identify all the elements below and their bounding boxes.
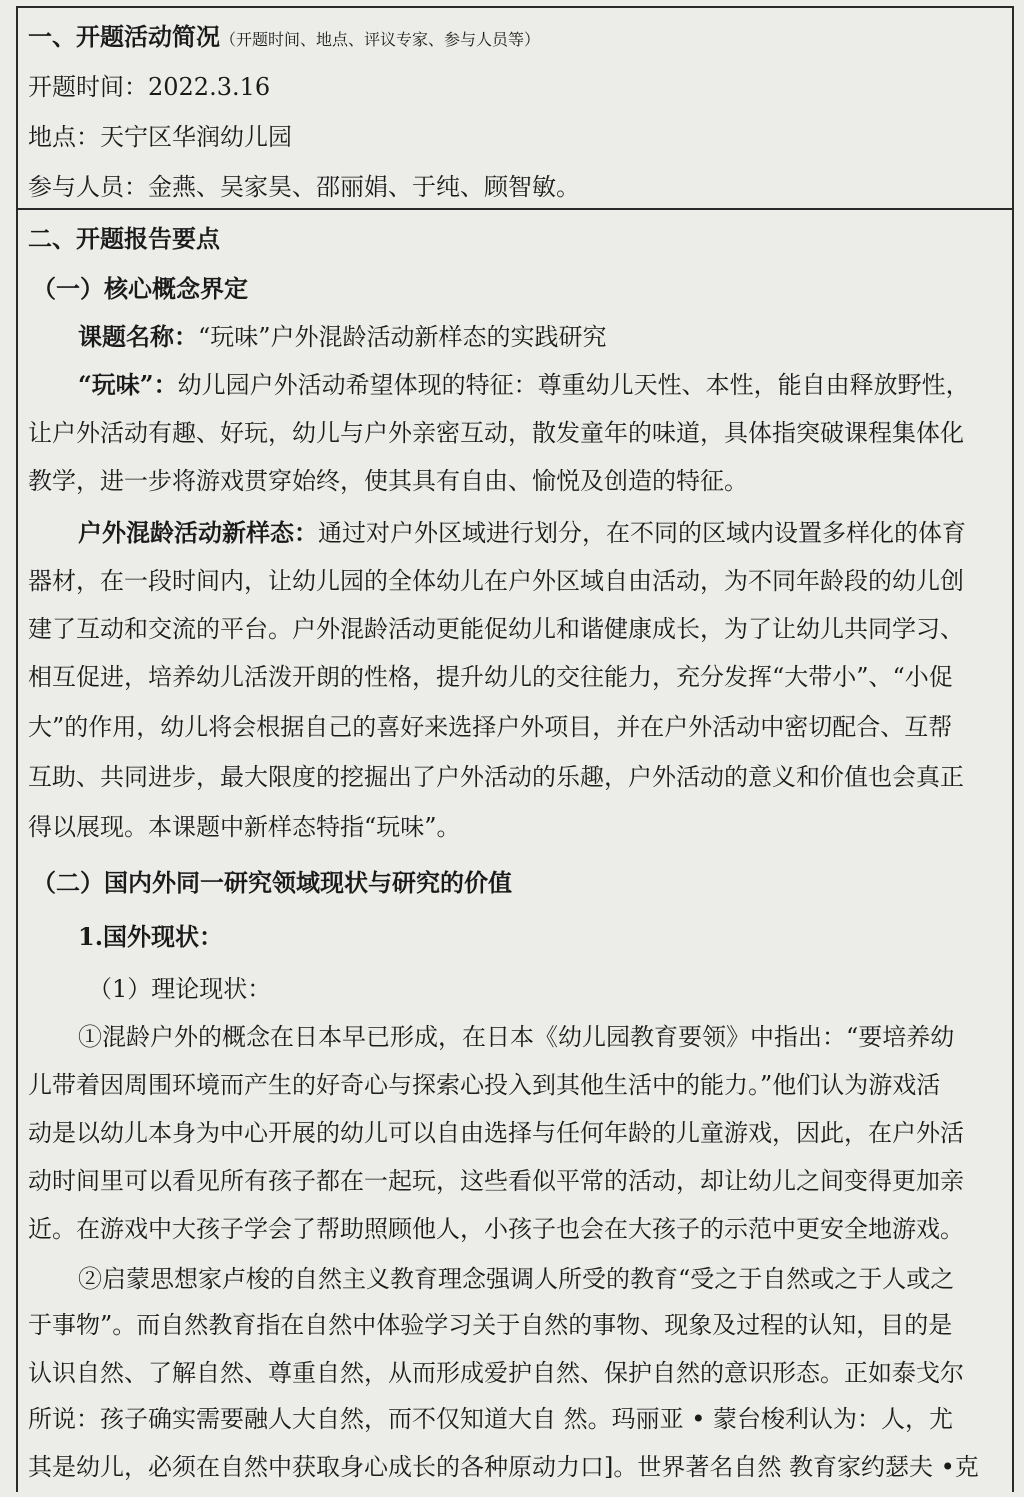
opening-place: 地点：天宁区华润幼儿园 [28, 123, 292, 151]
newform-line-2: 器材，在一段时间内，让幼儿园的全体幼儿在户外区域自由活动，为不同年龄段的幼儿创 [28, 567, 964, 595]
para2-line-1: ②启蒙思想家卢梭的自然主义教育理念强调人所受的教育“受之于自然或之于人或之 [78, 1265, 955, 1293]
topic-value: “玩味”户外混龄活动新样态的实践研究 [198, 323, 607, 351]
section1-heading-text: 一、开题活动简况 [28, 22, 220, 51]
wanwei-text: 幼儿园户外活动希望体现的特征：尊重幼儿天性、本性，能自由释放野性， [177, 371, 970, 399]
para2-line-4: 所说：孩子确实需要融人大自然，而不仅知道大自 然。玛丽亚 • 蒙台梭利认为：人，尤 [28, 1405, 954, 1433]
wanwei-line-2: 让户外活动有趣、好玩，幼儿与户外亲密互动，散发童年的味道，具体指突破课程集体化 [28, 419, 964, 447]
para1-line-1: ①混龄户外的概念在日本早已形成，在日本《幼儿园教育要领》中指出：“要培养幼 [78, 1023, 955, 1051]
newform-line-7: 得以展现。本课题中新样态特指“玩味”。 [28, 813, 461, 841]
para1-line-5: 近。在游戏中大孩子学会了帮助照顾他人，小孩子也会在大孩子的示范中更安全地游戏。 [28, 1215, 964, 1243]
newform-label: 户外混龄活动新样态： [78, 518, 318, 547]
newform-line-4: 相互促进，培养幼儿活泼开朗的性格，提升幼儿的交往能力，充分发挥“大带小”、“小促 [28, 663, 953, 691]
foreign-status-heading: 1.国外现状： [78, 922, 224, 951]
para1-line-4: 动时间里可以看见所有孩子都在一起玩，这些看似平常的活动，却让幼儿之间变得更加亲 [28, 1167, 964, 1195]
newform-line-1 [78, 518, 966, 548]
sub-heading-core-concepts: （一）核心概念界定 [32, 274, 248, 303]
section1-heading [28, 22, 540, 55]
activity-summary-section [18, 8, 1012, 210]
para1-line-2: 儿带着因周围环境而产生的好奇心与探索心投入到其他生活中的能力。”他们认为游戏活 [28, 1071, 941, 1099]
section1-heading-note: （开题时间、地点、评议专家、参与人员等） [220, 30, 541, 49]
para2-line-5: 其是幼儿，必须在自然中获取身心成长的各种原动力口]。世界著名自然 教育家约瑟夫 •克 [28, 1453, 979, 1481]
newform-line-3: 建了互动和交流的平台。户外混龄活动更能促幼儿和谐健康成长，为了让幼儿共同学习、 [28, 615, 964, 643]
topic-name [78, 322, 607, 352]
para2-line-3: 认识自然、了解自然、尊重自然，从而形成爱护自然、保护自然的意识形态。正如泰戈尔 [28, 1359, 964, 1387]
section2-heading: 二、开题报告要点 [28, 224, 220, 253]
opening-time: 开题时间：2022.3.16 [28, 73, 271, 101]
wanwei-label: “玩味”： [78, 370, 178, 399]
newform-text: 通过对户外区域进行划分，在不同的区域内设置多样化的体育 [318, 519, 966, 547]
newform-line-6: 互助、共同进步，最大限度的挖掘出了户外活动的乐趣，户外活动的意义和价值也会真正 [28, 763, 964, 791]
para2-line-2: 于事物”。而自然教育指在自然中体验学习关于自然的事物、现象及过程的认知，目的是 [28, 1311, 953, 1339]
wanwei-line-1 [78, 370, 970, 400]
topic-label: 课题名称： [78, 322, 198, 351]
report-form-table [16, 6, 1014, 1492]
report-points-section [18, 210, 1012, 1492]
wanwei-line-3: 教学，进一步将游戏贯穿始终，使其具有自由、愉悦及创造的特征。 [28, 467, 748, 495]
newform-line-5: 大”的作用，幼儿将会根据自己的喜好来选择户外项目，并在户外活动中密切配合、互帮 [28, 713, 953, 741]
participants: 参与人员：金燕、吴家昊、邵丽娟、于纯、顾智敏。 [28, 173, 580, 201]
para1-line-3: 动是以幼儿本身为中心开展的幼儿可以自由选择与任何年龄的儿童游戏，因此，在户外活 [28, 1119, 964, 1147]
theory-status-heading: （1）理论现状： [88, 975, 272, 1003]
sub-heading-research-status: （二）国内外同一研究领域现状与研究的价值 [32, 868, 512, 897]
